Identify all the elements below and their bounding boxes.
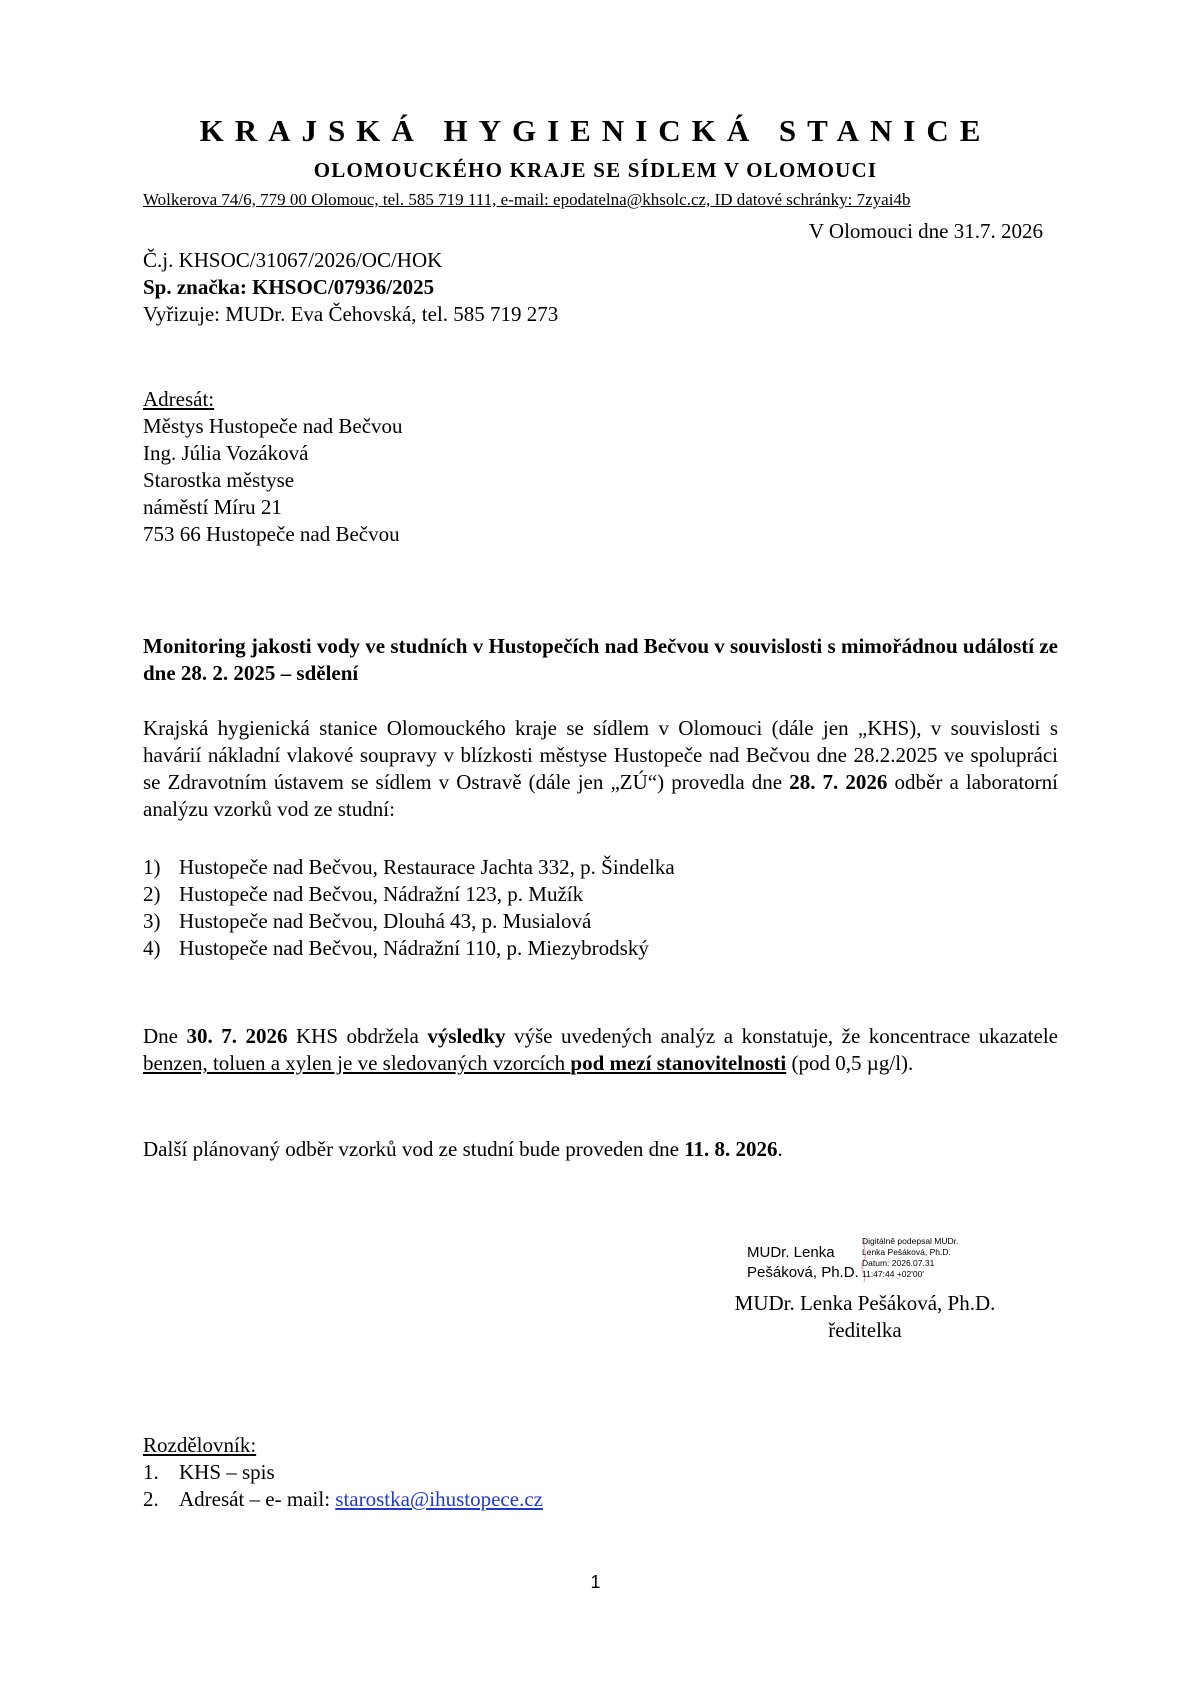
- page-number: 1: [590, 1572, 601, 1592]
- addressee-line: náměstí Míru 21: [143, 495, 282, 519]
- list-item: 2) Hustopeče nad Bečvou, Nádražní 123, p. Mužík: [143, 882, 584, 906]
- sampling-date: 28. 7. 2026: [789, 770, 888, 794]
- list-item: 1. KHS – spis: [143, 1460, 275, 1484]
- org-contact-line: Wolkerova 74/6, 779 00 Olomouc, tel. 585 719 111, e-mail: epodatelna@khsolc.cz, ID datové schránky: 7zyai4b: [143, 190, 911, 209]
- signer-block: [700, 1290, 1030, 1344]
- subject-heading: Monitoring jakosti vody ve studních v Hustopečích nad Bečvou v souvislosti s mimořádnou událostí ze dne 28. 2. 2025 – sdělení: [143, 634, 1058, 685]
- paragraph-results: Dne 30. 7. 2026 KHS obdržela výsledky výše uvedených analýz a konstatuje, že koncentrace ukazatele benzen, toluen a xylen je ve sledovaných vzorcích pod mezí stanovitelnosti (pod 0,5 µg/l).: [143, 1024, 1058, 1075]
- signature-name: MUDr. Lenka Pešáková, Ph.D.: [747, 1244, 859, 1281]
- distribution-label: Rozdělovník:: [143, 1433, 257, 1457]
- addressee-label: Adresát:: [143, 387, 215, 411]
- signer-name: MUDr. Lenka Pešáková, Ph.D.: [734, 1291, 996, 1315]
- paragraph-text: odběr a laboratorní analýzu vzorků vod ze studní:: [143, 770, 1058, 821]
- list-item: 2. Adresát – e- mail: starostka@ihustopece.cz: [143, 1487, 543, 1511]
- paragraph-next-sampling: Další plánovaný odběr vzorků vod ze studní bude proveden dne 11. 8. 2026.: [143, 1137, 783, 1161]
- results-date: 30. 7. 2026: [186, 1024, 288, 1048]
- addressee-line: Starostka městyse: [143, 468, 295, 492]
- org-subheading: OLOMOUCKÉHO KRAJE SE SÍDLEM V OLOMOUCI: [313, 158, 878, 182]
- addressee-line: Městys Hustopeče nad Bečvou: [143, 414, 403, 438]
- signer-role: ředitelka: [828, 1318, 902, 1342]
- addressee-line: 753 66 Hustopeče nad Bečvou: [143, 522, 400, 546]
- list-item: 3) Hustopeče nad Bečvou, Dlouhá 43, p. Musialová: [143, 909, 592, 933]
- reference-block: [143, 247, 558, 328]
- list-item: 1) Hustopeče nad Bečvou, Restaurace Jachta 332, p. Šindelka: [143, 855, 675, 879]
- reference-number: Č.j. KHSOC/31067/2026/OC/HOK: [143, 248, 443, 272]
- wells-list: [143, 854, 675, 962]
- org-name-heading: KRAJSKÁ HYGIENICKÁ STANICE: [199, 113, 992, 148]
- email-link[interactable]: starostka@ihustopece.cz: [335, 1487, 543, 1511]
- list-item: 4) Hustopeče nad Bečvou, Nádražní 110, p. Miezybrodský: [143, 936, 649, 960]
- handled-by: Vyřizuje: MUDr. Eva Čehovská, tel. 585 719 273: [143, 302, 559, 326]
- paragraph-text: Krajská hygienická stanice Olomouckého kraje se sídlem v Olomouci (dále jen „KHS), v souvislosti s havárií nákladní vlakové soupravy v blízkosti městyse Hustopeče nad Bečvou dne 28.2.2025 ve spolupráci se Zdravotním ústavem se sídlem v Ostravě (dále jen „ZÚ“) provedla dne: [143, 716, 1058, 794]
- paragraph-intro: [143, 715, 1058, 823]
- addressee-line: Ing. Júlia Vozáková: [143, 441, 309, 465]
- file-mark: Sp. značka: KHSOC/07936/2025: [143, 275, 435, 299]
- signature-details: Digitálně podepsal MUDr. Lenka Pešáková, Ph.D. Datum: 2026.07.31 11:47:44 +02'00': [862, 1236, 959, 1279]
- digital-signature: [747, 1236, 987, 1284]
- next-sampling-date: 11. 8. 2026: [684, 1137, 778, 1161]
- addressee-block: [143, 386, 403, 548]
- distribution-list: [143, 1432, 543, 1513]
- date-line: V Olomouci dne 31.7. 2026: [808, 219, 1043, 243]
